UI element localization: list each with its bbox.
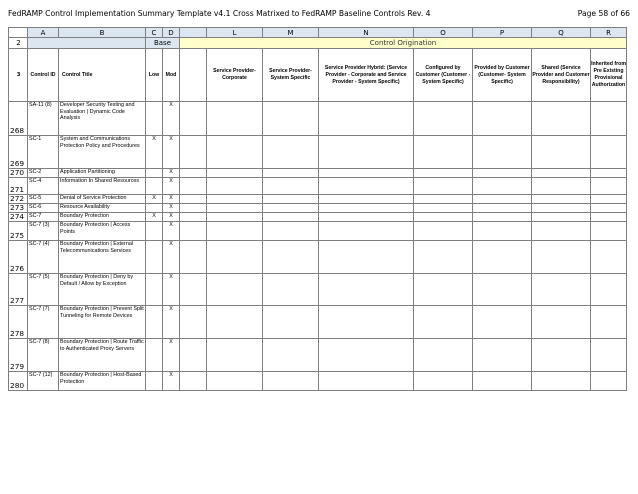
cell-sp-system[interactable] xyxy=(263,195,319,204)
cell-gap[interactable] xyxy=(180,169,207,178)
column-letter-n[interactable]: N xyxy=(319,28,414,38)
cell-control-id[interactable]: SC-7 (5) xyxy=(28,274,59,306)
cell-sp-hybrid[interactable] xyxy=(319,178,414,195)
controls-table xyxy=(8,27,627,391)
column-letter-m[interactable]: M xyxy=(263,28,319,38)
control-origination-label: Control Origination xyxy=(180,38,627,49)
cell-sp-system[interactable] xyxy=(263,274,319,306)
cell-sp-hybrid[interactable] xyxy=(319,169,414,178)
cell-control-title[interactable]: Application Partitioning xyxy=(59,169,146,178)
column-letter-r[interactable]: R xyxy=(591,28,627,38)
cell-provided-by-customer[interactable] xyxy=(473,222,532,241)
cell-configured-by-customer[interactable] xyxy=(414,372,473,391)
cell-control-id[interactable]: SC-7 (4) xyxy=(28,241,59,274)
cell-sp-system[interactable] xyxy=(263,136,319,169)
column-letter-d[interactable]: D xyxy=(163,28,180,38)
cell-inherited[interactable] xyxy=(591,274,627,306)
row-number[interactable]: 271 xyxy=(9,178,28,195)
cell-sp-corporate[interactable] xyxy=(207,178,263,195)
cell-inherited[interactable] xyxy=(591,372,627,391)
cell-configured-by-customer[interactable] xyxy=(414,178,473,195)
cell-control-id[interactable]: SC-7 xyxy=(28,213,59,222)
table-row xyxy=(9,178,627,195)
group-blank-cell xyxy=(28,38,146,49)
cell-sp-corporate[interactable] xyxy=(207,204,263,213)
cell-low[interactable]: X xyxy=(146,195,163,204)
cell-mod[interactable]: X xyxy=(163,306,180,339)
cell-control-title[interactable]: Boundary Protection | Route Traffic to Authenticated Proxy Servers xyxy=(59,339,146,372)
cell-control-id[interactable]: SC-7 (12) xyxy=(28,372,59,391)
cell-configured-by-customer[interactable] xyxy=(414,274,473,306)
table-row xyxy=(9,169,627,178)
column-letter-l[interactable]: L xyxy=(207,28,263,38)
cell-sp-hybrid[interactable] xyxy=(319,195,414,204)
cell-sp-system[interactable] xyxy=(263,204,319,213)
cell-configured-by-customer[interactable] xyxy=(414,169,473,178)
cell-gap[interactable] xyxy=(180,136,207,169)
page-number: Page 58 of 66 xyxy=(577,9,630,18)
cell-configured-by-customer[interactable] xyxy=(414,102,473,136)
table-row xyxy=(9,136,627,169)
cell-sp-hybrid[interactable] xyxy=(319,306,414,339)
table-row xyxy=(9,241,627,274)
cell-provided-by-customer[interactable] xyxy=(473,306,532,339)
cell-sp-system[interactable] xyxy=(263,241,319,274)
cell-mod[interactable]: X xyxy=(163,372,180,391)
cell-gap[interactable] xyxy=(180,372,207,391)
cell-provided-by-customer[interactable] xyxy=(473,102,532,136)
table-row xyxy=(9,372,627,391)
cell-control-title[interactable]: Developer Security Testing and Evaluation | Dynamic Code Analysis xyxy=(59,102,146,136)
cell-inherited[interactable] xyxy=(591,178,627,195)
cell-control-title[interactable]: Denial of Service Protection xyxy=(59,195,146,204)
header-inherited: Inherited from Pre Existing Provisional Authorization xyxy=(591,49,627,102)
cell-control-title[interactable]: Boundary Protection | Prevent Split Tunneling for Remote Devices xyxy=(59,306,146,339)
cell-configured-by-customer[interactable] xyxy=(414,241,473,274)
header-low: Low xyxy=(146,49,163,102)
cell-gap[interactable] xyxy=(180,178,207,195)
header-sp-hybrid: Service Provider Hybrid: (Service Provider - Corporate and Service Provider - System Specific) xyxy=(319,49,414,102)
cell-gap[interactable] xyxy=(180,339,207,372)
cell-gap[interactable] xyxy=(180,274,207,306)
table-row xyxy=(9,195,627,204)
table-row xyxy=(9,204,627,213)
cell-gap[interactable] xyxy=(180,195,207,204)
cell-provided-by-customer[interactable] xyxy=(473,178,532,195)
cell-sp-corporate[interactable] xyxy=(207,102,263,136)
cell-control-id[interactable]: SC-4 xyxy=(28,178,59,195)
header-sp-system: Service Provider-System Specific xyxy=(263,49,319,102)
column-letter-p[interactable]: P xyxy=(473,28,532,38)
row-number[interactable]: 279 xyxy=(9,339,28,372)
cell-gap[interactable] xyxy=(180,306,207,339)
cell-sp-corporate[interactable] xyxy=(207,222,263,241)
cell-sp-hybrid[interactable] xyxy=(319,274,414,306)
column-letter-c[interactable]: C xyxy=(146,28,163,38)
cell-mod[interactable]: X xyxy=(163,241,180,274)
cell-inherited[interactable] xyxy=(591,136,627,169)
cell-low[interactable] xyxy=(146,274,163,306)
cell-low[interactable] xyxy=(146,169,163,178)
cell-sp-corporate[interactable] xyxy=(207,213,263,222)
document-title: FedRAMP Control Implementation Summary Template v4.1 Cross Matrixed to FedRAMP Baseline Controls Rev. 4 xyxy=(8,9,431,18)
corner-cell xyxy=(9,28,28,38)
header-control-id: Control ID xyxy=(28,49,59,102)
cell-configured-by-customer[interactable] xyxy=(414,222,473,241)
cell-control-title[interactable]: System and Communications Protection Policy and Procedures xyxy=(59,136,146,169)
cell-sp-hybrid[interactable] xyxy=(319,339,414,372)
cell-low[interactable]: X xyxy=(146,213,163,222)
cell-sp-hybrid[interactable] xyxy=(319,241,414,274)
cell-sp-corporate[interactable] xyxy=(207,306,263,339)
cell-sp-hybrid[interactable] xyxy=(319,136,414,169)
cell-inherited[interactable] xyxy=(591,102,627,136)
row-number[interactable]: 270 xyxy=(9,169,28,178)
table-row xyxy=(9,306,627,339)
cell-provided-by-customer[interactable] xyxy=(473,241,532,274)
cell-shared[interactable] xyxy=(532,222,591,241)
cell-sp-system[interactable] xyxy=(263,169,319,178)
cell-shared[interactable] xyxy=(532,372,591,391)
cell-control-title[interactable]: Boundary Protection xyxy=(59,213,146,222)
cell-mod[interactable]: X xyxy=(163,213,180,222)
cell-provided-by-customer[interactable] xyxy=(473,204,532,213)
cell-control-title[interactable]: Resource Availability xyxy=(59,204,146,213)
column-letter-b[interactable]: B xyxy=(59,28,146,38)
cell-mod[interactable]: X xyxy=(163,195,180,204)
cell-shared[interactable] xyxy=(532,339,591,372)
row-number[interactable]: 268 xyxy=(9,102,28,136)
cell-inherited[interactable] xyxy=(591,195,627,204)
cell-shared[interactable] xyxy=(532,274,591,306)
cell-configured-by-customer[interactable] xyxy=(414,195,473,204)
cell-control-title[interactable]: Boundary Protection | Host-Based Protection xyxy=(59,372,146,391)
row-number[interactable]: 274 xyxy=(9,213,28,222)
cell-control-id[interactable]: SC-5 xyxy=(28,195,59,204)
cell-control-title[interactable]: Information In Shared Resources xyxy=(59,178,146,195)
row-number[interactable]: 273 xyxy=(9,204,28,213)
column-letters-row xyxy=(9,28,627,38)
cell-gap[interactable] xyxy=(180,213,207,222)
cell-sp-system[interactable] xyxy=(263,306,319,339)
cell-mod[interactable]: X xyxy=(163,339,180,372)
cell-inherited[interactable] xyxy=(591,339,627,372)
cell-shared[interactable] xyxy=(532,204,591,213)
cell-provided-by-customer[interactable] xyxy=(473,195,532,204)
row-number[interactable]: 278 xyxy=(9,306,28,339)
table-row xyxy=(9,339,627,372)
table-row xyxy=(9,102,627,136)
group-header-row xyxy=(9,38,627,49)
cell-control-id[interactable]: SC-1 xyxy=(28,136,59,169)
cell-shared[interactable] xyxy=(532,169,591,178)
header-configured-by-customer: Configured by Customer (Customer - System Specific) xyxy=(414,49,473,102)
cell-control-id[interactable]: SC-7 (3) xyxy=(28,222,59,241)
cell-sp-hybrid[interactable] xyxy=(319,102,414,136)
column-header-row xyxy=(9,49,627,102)
cell-sp-corporate[interactable] xyxy=(207,339,263,372)
cell-shared[interactable] xyxy=(532,241,591,274)
cell-sp-system[interactable] xyxy=(263,372,319,391)
cell-inherited[interactable] xyxy=(591,169,627,178)
cell-sp-corporate[interactable] xyxy=(207,274,263,306)
cell-shared[interactable] xyxy=(532,213,591,222)
cell-low[interactable] xyxy=(146,306,163,339)
cell-shared[interactable] xyxy=(532,178,591,195)
header-shared: Shared (Service Provider and Customer Responsibility) xyxy=(532,49,591,102)
header-mod: Mod xyxy=(163,49,180,102)
base-group-label: Base xyxy=(146,38,180,49)
row-number[interactable]: 280 xyxy=(9,372,28,391)
cell-control-title[interactable]: Boundary Protection | External Telecommunications Services xyxy=(59,241,146,274)
cell-inherited[interactable] xyxy=(591,222,627,241)
cell-configured-by-customer[interactable] xyxy=(414,136,473,169)
header-provided-by-customer: Provided by Customer (Customer- System Specific) xyxy=(473,49,532,102)
cell-provided-by-customer[interactable] xyxy=(473,136,532,169)
cell-sp-corporate[interactable] xyxy=(207,136,263,169)
cell-control-title[interactable]: Boundary Protection | Deny by Default / Allow by Exception xyxy=(59,274,146,306)
cell-provided-by-customer[interactable] xyxy=(473,169,532,178)
row-number[interactable]: 269 xyxy=(9,136,28,169)
cell-control-id[interactable]: SC-6 xyxy=(28,204,59,213)
header-control-title: Control Title xyxy=(59,49,146,102)
column-letter-a[interactable]: A xyxy=(28,28,59,38)
cell-inherited[interactable] xyxy=(591,204,627,213)
cell-gap[interactable] xyxy=(180,241,207,274)
cell-mod[interactable]: X xyxy=(163,178,180,195)
column-gap xyxy=(180,28,207,38)
cell-sp-hybrid[interactable] xyxy=(319,204,414,213)
cell-gap[interactable] xyxy=(180,222,207,241)
header-sp-corporate: Service Provider-Corporate xyxy=(207,49,263,102)
column-letter-q[interactable]: Q xyxy=(532,28,591,38)
cell-configured-by-customer[interactable] xyxy=(414,213,473,222)
cell-mod[interactable]: X xyxy=(163,169,180,178)
cell-sp-system[interactable] xyxy=(263,339,319,372)
table-row xyxy=(9,222,627,241)
cell-low[interactable] xyxy=(146,222,163,241)
cell-configured-by-customer[interactable] xyxy=(414,339,473,372)
cell-control-title[interactable]: Boundary Protection | Access Points xyxy=(59,222,146,241)
cell-sp-system[interactable] xyxy=(263,222,319,241)
cell-inherited[interactable] xyxy=(591,241,627,274)
cell-provided-by-customer[interactable] xyxy=(473,339,532,372)
row-number[interactable]: 275 xyxy=(9,222,28,241)
cell-sp-hybrid[interactable] xyxy=(319,222,414,241)
cell-low[interactable] xyxy=(146,339,163,372)
cell-inherited[interactable] xyxy=(591,213,627,222)
cell-inherited[interactable] xyxy=(591,306,627,339)
cell-mod[interactable]: X xyxy=(163,136,180,169)
cell-shared[interactable] xyxy=(532,136,591,169)
cell-low[interactable] xyxy=(146,204,163,213)
row-number[interactable]: 276 xyxy=(9,241,28,274)
cell-configured-by-customer[interactable] xyxy=(414,306,473,339)
cell-control-id[interactable]: SC-2 xyxy=(28,169,59,178)
row-number[interactable]: 277 xyxy=(9,274,28,306)
cell-shared[interactable] xyxy=(532,306,591,339)
table-row xyxy=(9,274,627,306)
page-header xyxy=(8,9,634,21)
cell-gap[interactable] xyxy=(180,204,207,213)
cell-mod[interactable]: X xyxy=(163,102,180,136)
cell-low[interactable] xyxy=(146,178,163,195)
cell-configured-by-customer[interactable] xyxy=(414,204,473,213)
cell-shared[interactable] xyxy=(532,195,591,204)
row-number[interactable]: 272 xyxy=(9,195,28,204)
cell-sp-hybrid[interactable] xyxy=(319,213,414,222)
cell-provided-by-customer[interactable] xyxy=(473,213,532,222)
row-number: 2 xyxy=(9,38,28,49)
cell-mod[interactable]: X xyxy=(163,274,180,306)
header-gap xyxy=(180,49,207,102)
cell-sp-corporate[interactable] xyxy=(207,372,263,391)
cell-mod[interactable]: X xyxy=(163,204,180,213)
cell-sp-corporate[interactable] xyxy=(207,169,263,178)
cell-sp-system[interactable] xyxy=(263,178,319,195)
table-row xyxy=(9,213,627,222)
cell-control-id[interactable]: SC-7 (8) xyxy=(28,339,59,372)
row-number: 3 xyxy=(9,49,28,102)
cell-sp-hybrid[interactable] xyxy=(319,372,414,391)
cell-provided-by-customer[interactable] xyxy=(473,274,532,306)
cell-control-id[interactable]: SC-7 (7) xyxy=(28,306,59,339)
cell-low[interactable] xyxy=(146,241,163,274)
cell-low[interactable]: X xyxy=(146,136,163,169)
cell-sp-corporate[interactable] xyxy=(207,241,263,274)
cell-mod[interactable]: X xyxy=(163,222,180,241)
cell-shared[interactable] xyxy=(532,102,591,136)
cell-low[interactable] xyxy=(146,102,163,136)
column-letter-o[interactable]: O xyxy=(414,28,473,38)
cell-sp-system[interactable] xyxy=(263,102,319,136)
cell-gap[interactable] xyxy=(180,102,207,136)
cell-low[interactable] xyxy=(146,372,163,391)
cell-sp-system[interactable] xyxy=(263,213,319,222)
cell-provided-by-customer[interactable] xyxy=(473,372,532,391)
cell-control-id[interactable]: SA-11 (8) xyxy=(28,102,59,136)
cell-sp-corporate[interactable] xyxy=(207,195,263,204)
